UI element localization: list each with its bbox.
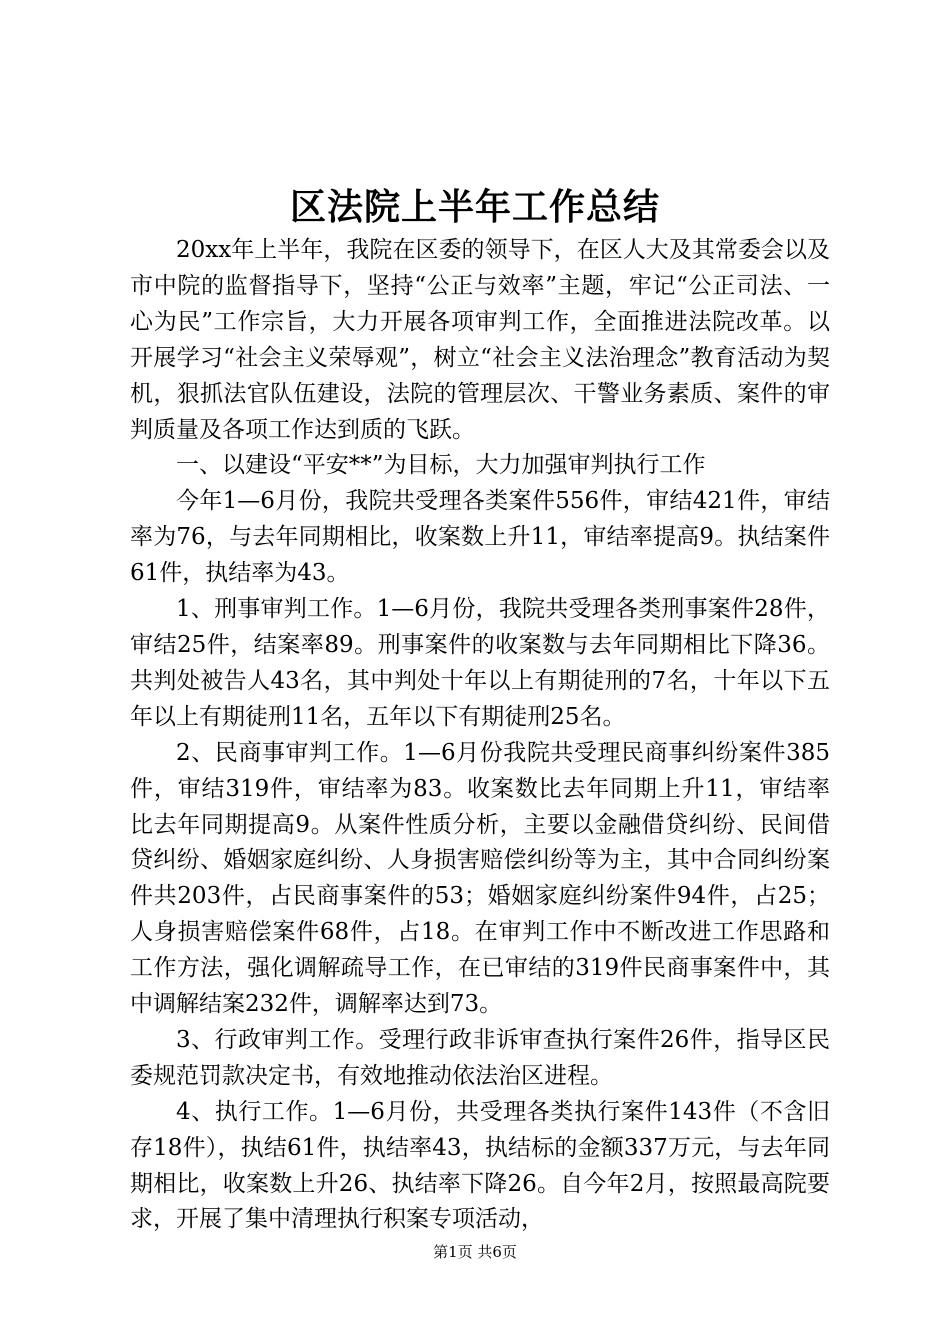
paragraph-intro: 20xx年上半年，我院在区委的领导下，在区人大及其常委会以及市中院的监督指导下，坚持“公正与效率”主题，牢记“公正司法、一心为民”工作宗旨，大力开展各项审判工作，全面推进法院改革。以开展学习“社会主义荣辱观”，树立“社会主义法治理念”教育活动为契机，狠抓法官队伍建设，法院的管理层次、干警业务素质、案件的审判质量及各项工作达到质的飞跃。: [130, 237, 830, 443]
page-number-footer: 第1页 共6页: [433, 1243, 517, 1261]
paragraph-criminal-trials: 1、刑事审判工作。1—6月份，我院共受理各类刑事案件28件，审结25件，结案率89。刑事案件的收案数与去年同期相比下降36。共判处被告人43名，其中判处十年以上有期徒刑的7名，十年以下五年以上有期徒刑11名，五年以下有期徒刑25名。: [130, 596, 830, 730]
document-title: 区法院上半年工作总结: [289, 186, 660, 228]
document-body: [130, 233, 830, 1238]
section-heading-1: 一、以建设“平安**”为目标，大力加强审判执行工作: [176, 452, 706, 479]
paragraph-administrative-trials: 3、行政审判工作。受理行政非诉审查执行案件26件，指导区民委规范罚款决定书，有效地推动依法治区进程。: [130, 1026, 830, 1089]
paragraph-civil-commercial-trials: 2、民商事审判工作。1—6月份我院共受理民商事纠纷案件385件，审结319件，审结率为83。收案数比去年同期上升11，审结率比去年同期提高9。从案件性质分析，主要以金融借贷纠纷、民间借贷纠纷、婚姻家庭纠纷、人身损害赔偿纠纷等为主，其中合同纠纷案件共203件，占民商事案件的53；婚姻家庭纠纷案件94件，占25；人身损害赔偿案件68件，占18。在审判工作中不断改进工作思路和工作方法，强化调解疏导工作，在已审结的319件民商事案件中，其中调解结案232件，调解率达到73。: [130, 739, 830, 1018]
paragraph-enforcement: 4、执行工作。1—6月份，共受理各类执行案件143件（不含旧存18件），执结61件，执结率43，执结标的金额337万元，与去年同期相比，收案数上升26、执结率下降26。自今年2月，按照最高院要求，开展了集中清理执行积案专项活动，: [130, 1098, 830, 1233]
paragraph-overview: 今年1—6月份，我院共受理各类案件556件，审结421件，审结率为76，与去年同期相比，收案数上升11，审结率提高9。执结案件61件，执结率为43。: [130, 488, 830, 587]
